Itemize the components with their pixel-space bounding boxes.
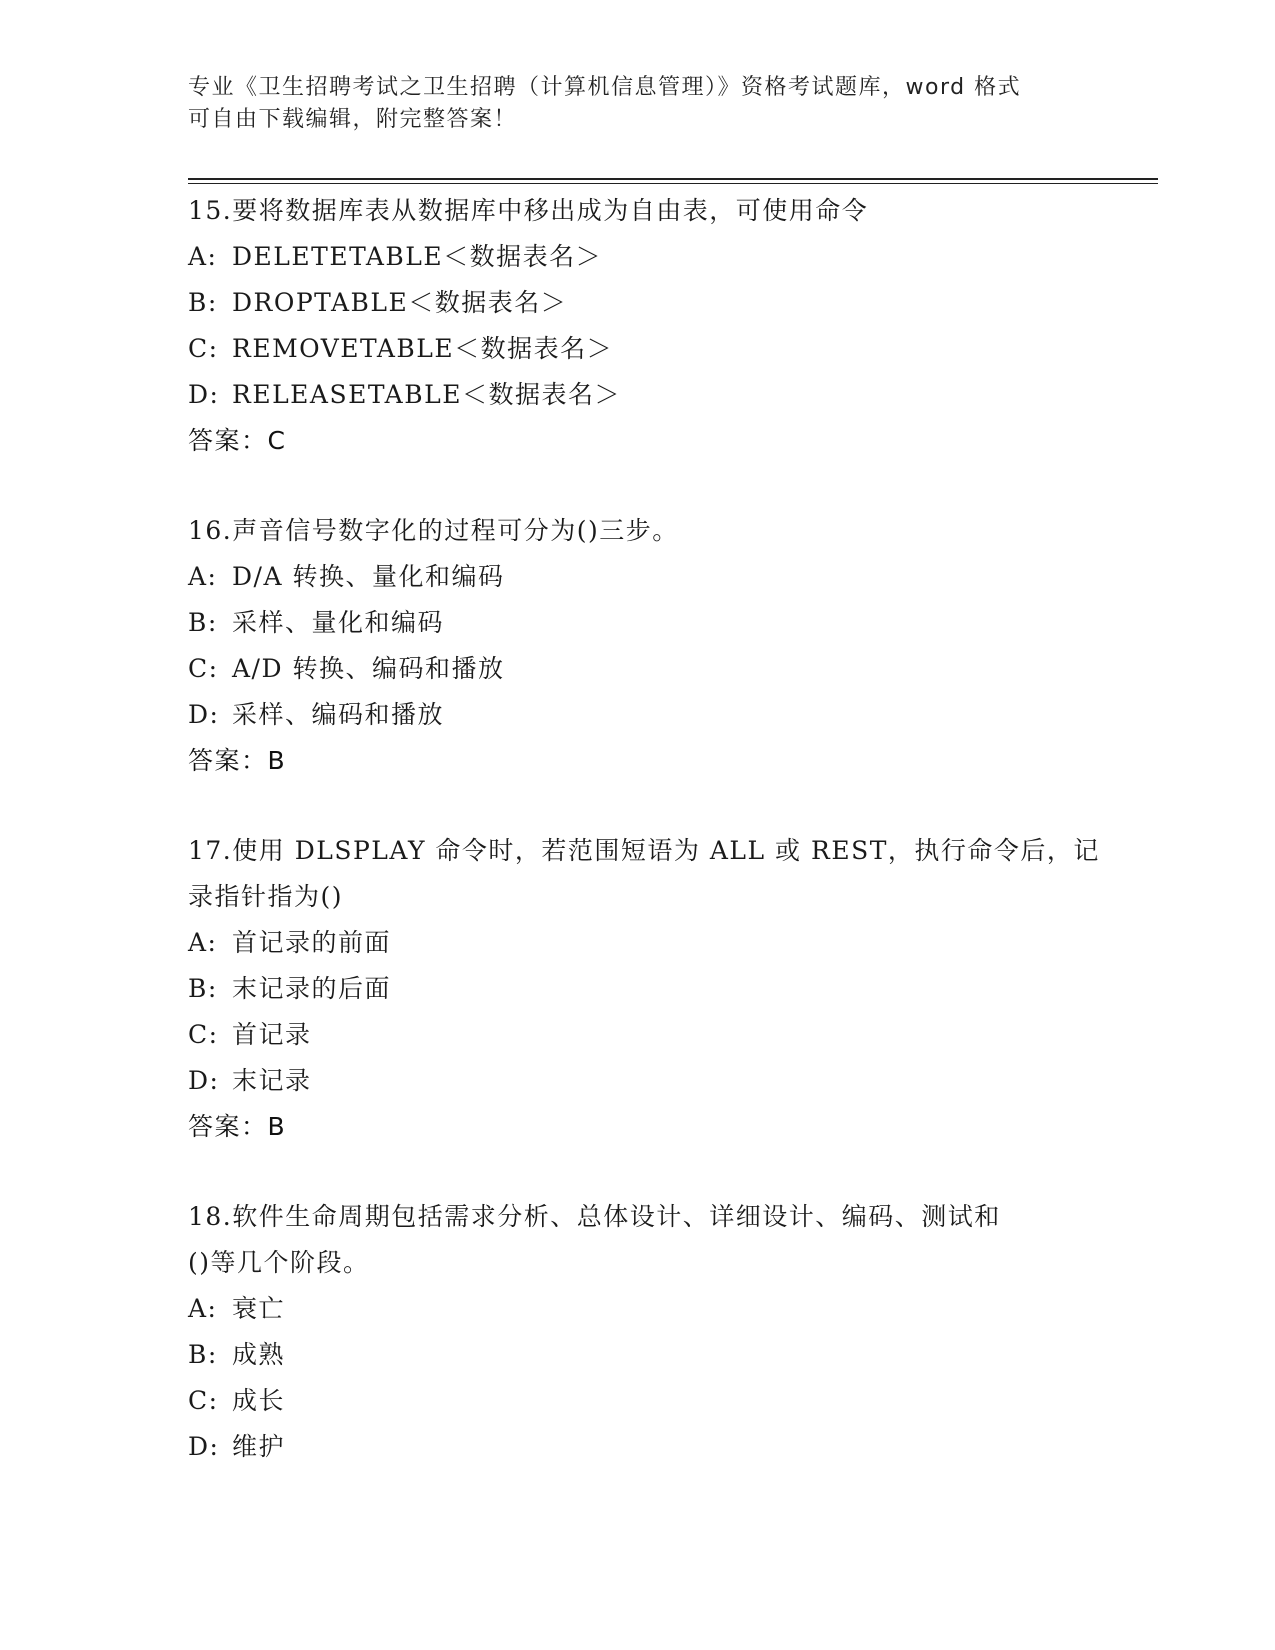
question-stem-continued: 录指针指为() — [188, 882, 344, 911]
option-key: A: — [188, 242, 218, 271]
question-17 — [188, 828, 1100, 1150]
option-text: 首记录 — [232, 1020, 312, 1049]
question-stem-continued: ()等几个阶段。 — [188, 1248, 370, 1277]
option-key: C: — [188, 654, 219, 683]
question-stem: 16.声音信号数字化的过程可分为()三步。 — [188, 516, 679, 545]
option-text: DELETETABLE＜数据表名＞ — [232, 242, 603, 271]
option-b — [188, 1332, 1088, 1378]
header-rule-thin — [188, 183, 1158, 184]
option-a — [188, 554, 1088, 600]
option-text: DROPTABLE＜数据表名＞ — [232, 288, 568, 317]
option-text: 采样、编码和播放 — [232, 700, 445, 729]
option-key: D: — [188, 1066, 220, 1095]
answer-line: 答案：B — [188, 1112, 287, 1141]
option-key: C: — [188, 1386, 219, 1415]
answer-line: 答案：B — [188, 746, 287, 775]
option-c — [188, 326, 1088, 372]
option-text: RELEASETABLE＜数据表名＞ — [232, 380, 621, 409]
option-a — [188, 920, 1088, 966]
option-d — [188, 1424, 1088, 1470]
option-text: A/D 转换、编码和播放 — [232, 654, 505, 683]
option-d — [188, 1058, 1088, 1104]
option-d — [188, 692, 1088, 738]
option-key: A: — [188, 1294, 218, 1323]
question-18 — [188, 1194, 1088, 1470]
option-key: B: — [188, 288, 218, 317]
option-key: D: — [188, 380, 220, 409]
question-list — [188, 188, 1100, 1514]
option-key: A: — [188, 562, 218, 591]
option-text: 成长 — [232, 1386, 286, 1415]
option-text: 末记录 — [232, 1066, 312, 1095]
option-c — [188, 646, 1088, 692]
option-text: 成熟 — [232, 1340, 286, 1369]
option-key: A: — [188, 928, 218, 957]
option-a — [188, 1286, 1088, 1332]
option-key: C: — [188, 1020, 219, 1049]
option-text: 衰亡 — [232, 1294, 286, 1323]
question-15 — [188, 188, 1088, 464]
option-key: C: — [188, 334, 219, 363]
option-b — [188, 280, 1088, 326]
option-text: REMOVETABLE＜数据表名＞ — [232, 334, 614, 363]
option-key: B: — [188, 974, 218, 1003]
answer-line: 答案：C — [188, 426, 287, 455]
header-line-2: 可自由下载编辑，附完整答案！ — [188, 107, 518, 132]
document-header — [188, 72, 1088, 136]
option-a — [188, 234, 1088, 280]
option-key: D: — [188, 700, 220, 729]
header-line-1: 专业《卫生招聘考试之卫生招聘（计算机信息管理）》资格考试题库，word 格式 — [188, 75, 1022, 100]
option-c — [188, 1012, 1088, 1058]
option-key: B: — [188, 608, 218, 637]
option-text: 维护 — [232, 1432, 286, 1461]
option-key: D: — [188, 1432, 220, 1461]
option-b — [188, 966, 1088, 1012]
option-c — [188, 1378, 1088, 1424]
option-key: B: — [188, 1340, 218, 1369]
question-stem: 18.软件生命周期包括需求分析、总体设计、详细设计、编码、测试和 — [188, 1202, 1001, 1231]
option-text: 首记录的前面 — [232, 928, 392, 957]
option-text: 采样、量化和编码 — [232, 608, 445, 637]
header-rule-thick — [188, 178, 1158, 180]
question-stem: 15.要将数据库表从数据库中移出成为自由表，可使用命令 — [188, 196, 869, 225]
option-text: 末记录的后面 — [232, 974, 392, 1003]
option-text: D/A 转换、量化和编码 — [232, 562, 505, 591]
question-stem: 17.使用 DLSPLAY 命令时，若范围短语为 ALL 或 REST，执行命令后，记 — [188, 836, 1100, 865]
question-16 — [188, 508, 1088, 784]
option-d — [188, 372, 1088, 418]
option-b — [188, 600, 1088, 646]
